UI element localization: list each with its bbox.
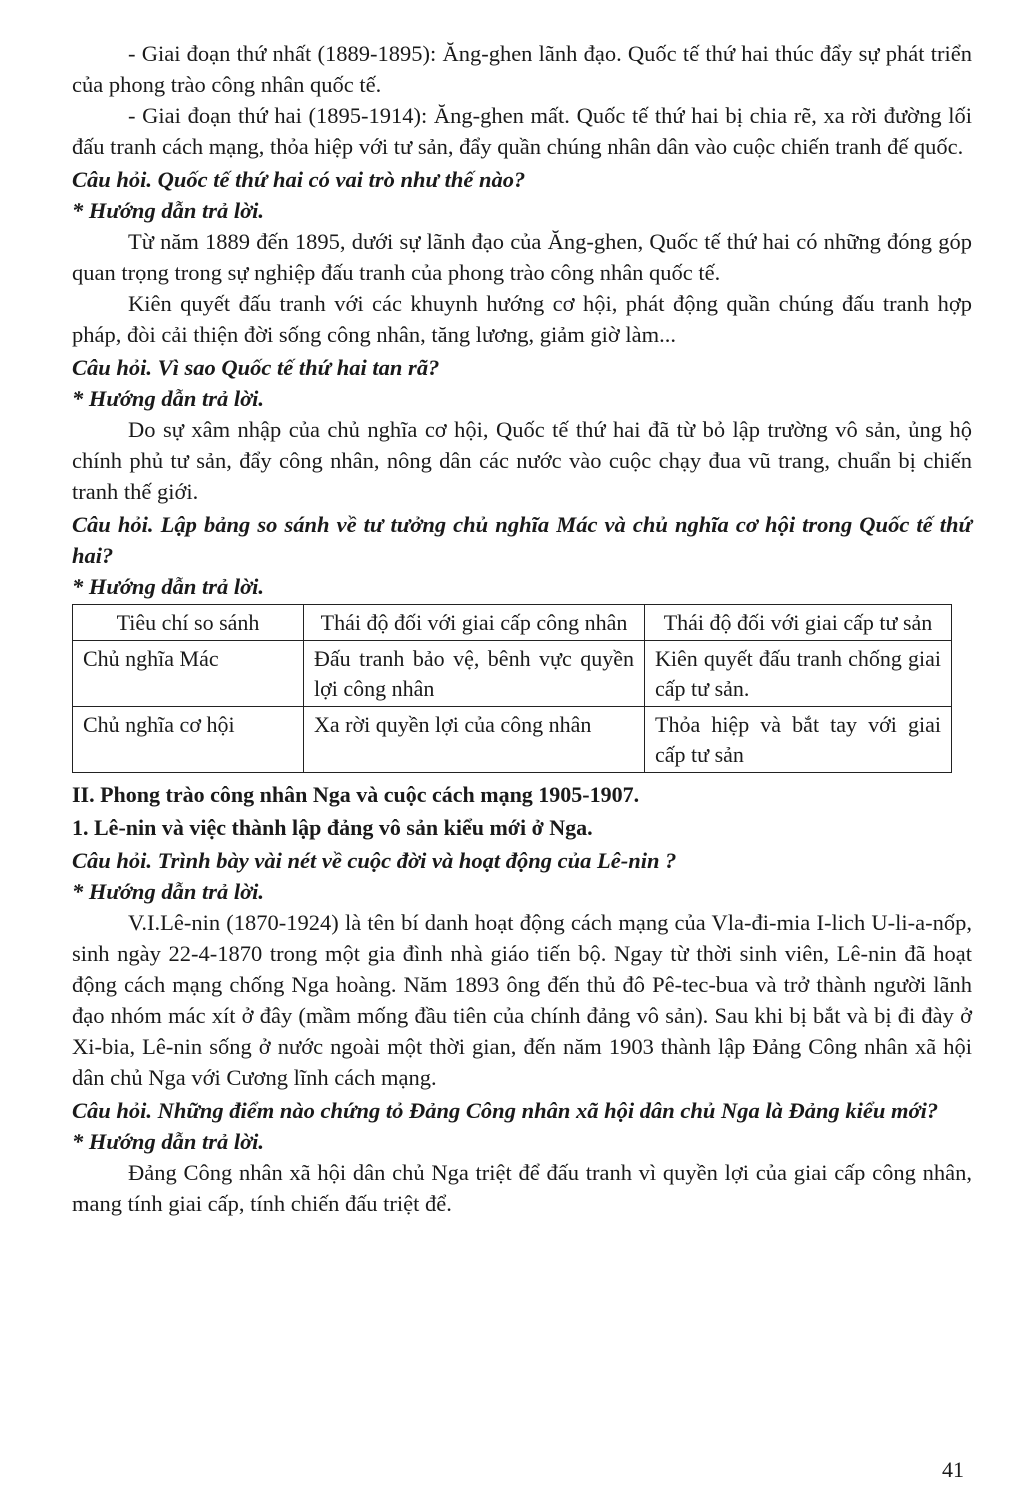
table-header-row: [73, 605, 952, 641]
paragraph-stage-2: - Giai đoạn thứ hai (1895-1914): Ăng-ghen mất. Quốc tế thứ hai bị chia rẽ, xa rời đường lối đấu tranh cách mạng, thỏa hiệp với tư sản, đẩy quần chúng nhân dân vào cuộc chiến tranh đế quốc.: [72, 103, 972, 159]
answer-2-paragraph-1: Do sự xâm nhập của chủ nghĩa cơ hội, Quốc tế thứ hai đã từ bỏ lập trường vô sản, ủng hộ chính phủ tư sản, đẩy công nhân, nông dân các nước vào cuộc chạy đua vũ trang, chuẩn bị chiến tranh thế giới.: [72, 417, 972, 504]
table-row: [73, 707, 952, 773]
table-cell: Xa rời quyền lợi của công nhân: [304, 707, 645, 773]
subsection-heading-1: 1. Lê-nin và việc thành lập đảng vô sản kiểu mới ở Nga.: [72, 815, 593, 840]
guide-2: * Hướng dẫn trả lời.: [72, 386, 265, 411]
guide-4: * Hướng dẫn trả lời.: [72, 879, 265, 904]
paragraph-stage-1: - Giai đoạn thứ nhất (1889-1895): Ăng-ghen lãnh đạo. Quốc tế thứ hai thúc đẩy sự phát triển của phong trào công nhân quốc tế.: [72, 41, 972, 97]
question-2: Câu hỏi. Vì sao Quốc tế thứ hai tan rã?: [72, 355, 440, 380]
table-cell: Đấu tranh bảo vệ, bênh vực quyền lợi công nhân: [304, 641, 645, 707]
comparison-table: [72, 604, 952, 773]
question-4: Câu hỏi. Trình bày vài nét về cuộc đời và hoạt động của Lê-nin ?: [72, 848, 677, 873]
question-3: Câu hỏi. Lập bảng so sánh về tư tưởng chủ nghĩa Mác và chủ nghĩa cơ hội trong Quốc tế thứ hai?: [72, 512, 972, 568]
answer-4-paragraph-1: V.I.Lê-nin (1870-1924) là tên bí danh hoạt động cách mạng của Vla-đi-mia I-lich U-li-a-nốp, sinh ngày 22-4-1870 trong một gia đình nhà giáo tiến bộ. Ngay từ thời sinh viên, Lê-nin đã hoạt động cách mạng chống Nga hoàng. Năm 1893 ông đến thủ đô Pê-tec-bua và trở thành người lãnh đạo nhóm mác xít ở đây (mầm mống đầu tiên của chính đảng vô sản). Sau khi bị bắt và bị đi đày ở Xi-bia, Lê-nin sống ở nước ngoài một thời gian, đến năm 1903 thành lập Đảng Công nhân xã hội dân chủ Nga với Cương lĩnh cách mạng.: [72, 910, 972, 1090]
answer-1-paragraph-2: Kiên quyết đấu tranh với các khuynh hướng cơ hội, phát động quần chúng đấu tranh hợp pháp, đòi cải thiện đời sống công nhân, tăng lương, giảm giờ làm...: [72, 291, 972, 347]
table-header-cell: Thái độ đối với giai cấp công nhân: [304, 605, 645, 641]
table-cell: Chủ nghĩa Mác: [73, 641, 304, 707]
table-cell: Chủ nghĩa cơ hội: [73, 707, 304, 773]
answer-5-paragraph-1: Đảng Công nhân xã hội dân chủ Nga triệt để đấu tranh vì quyền lợi của giai cấp công nhân, mang tính giai cấp, tính chiến đấu triệt để.: [72, 1160, 972, 1216]
page-number: 41: [942, 1457, 964, 1482]
section-heading-2: II. Phong trào công nhân Nga và cuộc cách mạng 1905-1907.: [72, 782, 640, 807]
table-cell: Thỏa hiệp và bắt tay với giai cấp tư sản: [645, 707, 952, 773]
guide-5: * Hướng dẫn trả lời.: [72, 1129, 265, 1154]
question-5: Câu hỏi. Những điểm nào chứng tỏ Đảng Công nhân xã hội dân chủ Nga là Đảng kiểu mới?: [72, 1098, 939, 1123]
table-row: [73, 641, 952, 707]
table-header-cell: Thái độ đối với giai cấp tư sản: [645, 605, 952, 641]
table-cell: Kiên quyết đấu tranh chống giai cấp tư sản.: [645, 641, 952, 707]
guide-1: * Hướng dẫn trả lời.: [72, 198, 265, 223]
question-1: Câu hỏi. Quốc tế thứ hai có vai trò như thế nào?: [72, 167, 526, 192]
guide-3: * Hướng dẫn trả lời.: [72, 574, 265, 599]
page-content: [72, 38, 972, 1219]
table-header-cell: Tiêu chí so sánh: [73, 605, 304, 641]
answer-1-paragraph-1: Từ năm 1889 đến 1895, dưới sự lãnh đạo của Ăng-ghen, Quốc tế thứ hai có những đóng góp quan trọng trong sự nghiệp đấu tranh của phong trào công nhân quốc tế.: [72, 229, 972, 285]
